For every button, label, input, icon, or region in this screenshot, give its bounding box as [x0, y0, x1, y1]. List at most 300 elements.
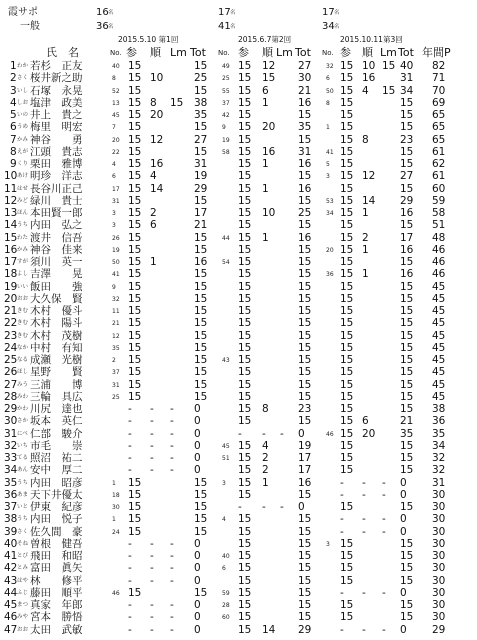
total-points: 15 [298, 390, 312, 403]
entry-number: 19 [222, 136, 230, 144]
name-reading: さか [17, 418, 29, 425]
participation-points: 15 [238, 488, 252, 501]
total-points: 15 [400, 390, 414, 403]
annual-points: 32 [432, 452, 446, 464]
participation-points: 15 [128, 84, 142, 97]
total-points: 15 [298, 219, 312, 232]
total-points: 15 [298, 415, 312, 428]
total-points: 15 [298, 366, 312, 379]
annual-points: 30 [432, 537, 446, 550]
entry-number: 11 [112, 308, 120, 315]
participation-points: 15 [340, 145, 354, 158]
total-points: 15 [400, 341, 414, 354]
total-points: 15 [194, 84, 208, 97]
annual-points: 60 [432, 182, 446, 195]
participation-points: 15 [238, 513, 252, 526]
participation-points: 15 [238, 599, 252, 611]
row-index: 22 [4, 317, 18, 330]
annual-points: 71 [432, 72, 446, 85]
participation-points: 15 [128, 256, 142, 268]
participation-points: 15 [340, 133, 354, 146]
total-points: 15 [298, 488, 312, 501]
participation-points: 15 [340, 378, 354, 391]
participation-points: - [128, 550, 132, 562]
total-points: 15 [298, 574, 312, 587]
rank-points: 10 [150, 72, 164, 85]
annual-points: 45 [432, 280, 446, 293]
summary-unit: 名 [230, 10, 236, 16]
participation-points: 15 [238, 305, 252, 317]
lm-points: - [382, 476, 386, 489]
entry-number: 28 [222, 602, 230, 609]
participation-points: 15 [238, 586, 252, 599]
total-points: 15 [400, 145, 414, 158]
participation-points: 15 [238, 378, 252, 391]
participation-points: 15 [340, 599, 354, 611]
total-points: 16 [400, 207, 414, 219]
table-row [0, 624, 477, 637]
participation-points: 15 [128, 305, 142, 317]
rank-points: - [150, 439, 154, 452]
participation-points: 15 [340, 427, 354, 440]
total-points: 15 [400, 256, 414, 268]
total-points: 15 [400, 182, 414, 195]
participant-name: 吉澤 晃 [30, 268, 83, 281]
entry-number: 32 [112, 295, 120, 303]
annual-points: 70 [432, 84, 446, 97]
participation-points: 15 [238, 390, 252, 403]
entry-number: 3 [326, 173, 330, 181]
participation-points: 15 [340, 550, 354, 562]
participant-name: 塩津 政美 [30, 96, 83, 109]
total-points: 15 [194, 145, 208, 158]
header-rank: 順 [150, 46, 161, 59]
entry-number: 40 [222, 553, 230, 560]
participation-points: 15 [128, 525, 142, 538]
participation-points: 15 [340, 109, 354, 121]
total-points: 15 [298, 305, 312, 317]
total-points: 15 [298, 243, 312, 256]
annual-points: 45 [432, 317, 446, 330]
participant-name: 梅里 明宏 [30, 121, 83, 134]
total-points: 16 [400, 268, 414, 281]
table-row [0, 293, 477, 306]
lm-points: - [382, 513, 386, 526]
annual-points: 36 [432, 415, 446, 428]
total-points: 15 [400, 158, 414, 170]
table-row [0, 232, 477, 245]
participant-name: 石塚 永晃 [30, 84, 83, 97]
annual-points: 45 [432, 329, 446, 342]
row-index: 21 [4, 305, 18, 317]
row-index: 35 [4, 476, 18, 489]
total-points: 16 [298, 231, 312, 244]
lm-points: - [170, 623, 174, 636]
rank-points: 20 [150, 109, 164, 121]
total-points: 17 [298, 452, 312, 464]
rank-points: - [150, 550, 154, 562]
row-index: 10 [4, 170, 18, 183]
lm-points: - [170, 550, 174, 562]
rank-points: - [150, 562, 154, 575]
total-points: 21 [194, 219, 208, 232]
participation-points: 15 [238, 611, 252, 624]
total-points: 31 [194, 158, 208, 170]
total-points: 35 [194, 109, 208, 121]
annual-points: 29 [432, 623, 446, 636]
rank-points: 1 [262, 96, 269, 109]
entry-number: 8 [326, 99, 330, 107]
participant-name: 内田 昭彦 [30, 476, 83, 489]
entry-number: 25 [112, 393, 120, 401]
header-no: No. [218, 49, 230, 57]
row-index: 1 [10, 60, 17, 72]
entry-number: 3 [112, 222, 116, 230]
total-points: 21 [400, 415, 414, 428]
lm-points: - [170, 537, 174, 550]
total-points: 15 [298, 354, 312, 366]
participant-name: 成瀬 光樹 [30, 354, 83, 366]
event-title-1: 2015.5.10 第1回 [118, 35, 179, 44]
total-points: 31 [400, 72, 414, 85]
lm-points: - [280, 501, 284, 513]
total-points: 15 [298, 378, 312, 391]
rank-points: - [150, 452, 154, 464]
participation-points: 15 [238, 231, 252, 244]
row-index: 28 [4, 390, 18, 403]
entry-number: 32 [326, 63, 334, 70]
participation-points: - [238, 427, 242, 440]
annual-points: 46 [432, 268, 446, 281]
total-points: 15 [298, 280, 312, 293]
participation-points: 15 [238, 452, 252, 464]
table-row [0, 170, 477, 183]
rank-points: - [150, 537, 154, 550]
participant-name: 江頭 貴志 [30, 145, 83, 158]
total-points: 16 [298, 182, 312, 195]
entry-number: 12 [112, 332, 120, 340]
rank-points: 16 [150, 158, 164, 170]
total-points: 0 [194, 415, 201, 428]
entry-number: 34 [326, 210, 334, 217]
name-reading: いの [17, 112, 29, 118]
header-part: 参 [126, 46, 137, 59]
rank-points: 8 [362, 133, 369, 146]
rank-points: 6 [362, 415, 369, 428]
total-points: 0 [194, 623, 201, 636]
participant-name: 中村 有知 [30, 341, 83, 354]
row-index: 37 [4, 501, 18, 513]
participation-points: 15 [238, 256, 252, 268]
participation-points: 15 [128, 133, 142, 146]
total-points: 15 [298, 550, 312, 562]
participant-name: 佐久間 豪 [30, 525, 83, 538]
entry-number: 17 [112, 185, 120, 193]
entry-number: 49 [222, 63, 230, 70]
name-reading: ふじ [17, 589, 29, 596]
participation-points: 15 [128, 158, 142, 170]
name-reading: あけ [17, 173, 29, 180]
participation-points: 15 [128, 109, 142, 121]
participation-points: 15 [238, 207, 252, 219]
lm-points: - [170, 599, 174, 611]
total-points: 0 [400, 476, 407, 489]
total-points: 16 [298, 476, 312, 489]
entry-number: 13 [112, 99, 120, 107]
participation-points: 15 [238, 133, 252, 146]
table-row [0, 538, 477, 551]
participant-name: 太田 武敏 [30, 623, 83, 636]
row-index: 5 [10, 109, 17, 121]
participation-points: 15 [340, 305, 354, 317]
participation-points: 15 [340, 194, 354, 207]
participant-name: 内田 弘之 [30, 219, 83, 232]
participation-points: 15 [128, 121, 142, 134]
total-points: 27 [298, 60, 312, 72]
row-index: 3 [10, 84, 17, 97]
annual-points: 45 [432, 305, 446, 317]
entry-number: 30 [112, 504, 120, 511]
total-points: 15 [194, 60, 208, 72]
participation-points: 15 [238, 219, 252, 232]
entry-number: 41 [112, 271, 120, 279]
name-reading: そね [17, 540, 29, 547]
participation-points: 15 [238, 194, 252, 207]
total-points: 15 [194, 329, 208, 342]
participation-points: 15 [238, 292, 252, 305]
total-points: 0 [298, 501, 305, 513]
summary-count: 41 [218, 21, 231, 32]
rank-points: 10 [362, 60, 376, 72]
name-reading: とみ [17, 565, 29, 572]
name-reading: てる [17, 455, 29, 461]
name-reading: きむ [17, 332, 29, 339]
lm-points: 15 [382, 84, 396, 97]
participation-points: 15 [238, 317, 252, 330]
table-row [0, 72, 477, 85]
entry-number: 31 [112, 197, 120, 205]
annual-points: 46 [432, 243, 446, 256]
rank-points: 6 [150, 219, 157, 232]
table-row [0, 366, 477, 379]
row-index: 33 [4, 452, 18, 464]
rank-points: 16 [362, 72, 376, 85]
entry-number: 58 [222, 148, 230, 156]
total-points: 15 [194, 366, 208, 379]
rank-points: - [150, 574, 154, 587]
participation-points: 15 [340, 390, 354, 403]
total-points: 15 [298, 599, 312, 611]
table-row [0, 489, 477, 502]
participation-points: 15 [340, 501, 354, 513]
participant-name: 曽根 健吾 [30, 537, 83, 550]
participation-points: 15 [340, 231, 354, 244]
participation-points: 15 [128, 586, 142, 599]
total-points: 15 [194, 305, 208, 317]
participation-points: 15 [340, 60, 354, 72]
total-points: 15 [194, 525, 208, 538]
entry-number: 21 [112, 320, 120, 328]
rank-points: 6 [262, 84, 269, 97]
name-reading: さく [17, 75, 29, 82]
table-row [0, 440, 477, 453]
name-reading: みど [17, 197, 29, 204]
participation-points: 15 [340, 329, 354, 342]
participation-points: - [128, 427, 132, 440]
participation-points: 15 [340, 182, 354, 195]
participant-name: 宮本 勝悟 [30, 611, 83, 624]
rank-points: 20 [262, 121, 276, 134]
participant-name: 桜井新之助 [30, 72, 83, 85]
entry-number: 43 [222, 357, 230, 364]
participant-name: 木村 陽斗 [30, 317, 83, 330]
total-points: 15 [400, 501, 414, 513]
total-points: 0 [194, 403, 201, 415]
total-points: 15 [400, 366, 414, 379]
name-reading: みや [17, 614, 29, 621]
row-index: 26 [4, 366, 18, 379]
row-index: 44 [4, 586, 18, 599]
table-row [0, 513, 477, 526]
lm-points: - [170, 427, 174, 440]
total-points: 15 [194, 586, 208, 599]
participant-name: 栗田 雅博 [30, 158, 83, 170]
annual-points: 31 [432, 476, 446, 489]
annual-points: 30 [432, 501, 446, 513]
total-points: 38 [194, 96, 208, 109]
table-row [0, 85, 477, 98]
participation-points: 15 [340, 268, 354, 281]
total-points: 16 [298, 96, 312, 109]
total-points: 0 [400, 488, 407, 501]
total-points: 15 [194, 488, 208, 501]
rank-points: 1 [262, 158, 269, 170]
table-row [0, 391, 477, 404]
annual-points: 69 [432, 96, 446, 109]
participation-points: 15 [128, 341, 142, 354]
participant-name: 天下井優太 [30, 488, 83, 501]
participation-points: 15 [340, 84, 354, 97]
row-index: 46 [4, 611, 18, 624]
participation-points: 15 [128, 72, 142, 85]
row-index: 40 [4, 537, 18, 550]
participation-points: 15 [340, 439, 354, 452]
event-title-3: 2015.10.11第3回 [340, 35, 403, 44]
annual-points: 30 [432, 599, 446, 611]
row-index: 17 [4, 256, 18, 268]
participation-points: 15 [340, 292, 354, 305]
entry-number: 36 [326, 271, 334, 279]
name-reading: うち [17, 516, 29, 523]
participation-points: 15 [238, 158, 252, 170]
annual-points: 58 [432, 207, 446, 219]
total-points: 15 [298, 317, 312, 330]
name-reading: ほん [17, 210, 29, 216]
name-reading: よし [17, 271, 29, 278]
name-reading: いし [17, 87, 29, 94]
participation-points: 15 [238, 60, 252, 72]
row-index: 23 [4, 329, 18, 342]
participation-points: 15 [238, 243, 252, 256]
summary-unit: 名 [334, 24, 340, 30]
participation-points: 15 [238, 537, 252, 550]
total-points: 19 [194, 170, 208, 183]
participation-points: 15 [128, 317, 142, 330]
header-rank: 順 [262, 46, 273, 59]
participation-points: 15 [238, 574, 252, 587]
row-index: 19 [4, 280, 18, 293]
rank-points: 4 [262, 439, 269, 452]
total-points: 15 [194, 194, 208, 207]
row-index: 16 [4, 243, 18, 256]
total-points: 15 [298, 562, 312, 575]
name-reading: なる [17, 357, 29, 363]
entry-number: 46 [326, 430, 334, 438]
participant-name: 木村 茂樹 [30, 329, 83, 342]
participation-points: 15 [340, 256, 354, 268]
participation-points: - [340, 513, 344, 526]
participation-points: 15 [128, 366, 142, 379]
table-row [0, 526, 477, 539]
row-index: 7 [10, 133, 17, 146]
total-points: 15 [298, 586, 312, 599]
participation-points: 15 [340, 403, 354, 415]
rank-points: - [362, 476, 366, 489]
row-index: 43 [4, 574, 18, 587]
summary-count: 16 [96, 7, 109, 18]
name-reading: きむ [17, 320, 29, 327]
entry-number: 50 [112, 259, 120, 266]
rank-points: 12 [262, 60, 276, 72]
rank-points: - [150, 623, 154, 636]
total-points: 29 [298, 623, 312, 636]
total-points: 15 [194, 121, 208, 134]
table-row [0, 281, 477, 294]
participation-points: 15 [128, 501, 142, 513]
total-points: 15 [298, 611, 312, 624]
participant-name: 長谷川正己 [30, 182, 83, 195]
name-reading: みわ [17, 393, 29, 400]
participant-name: 本田賢一郎 [30, 207, 83, 219]
total-points: 23 [298, 403, 312, 415]
annual-points: 45 [432, 341, 446, 354]
lm-points: - [170, 452, 174, 464]
participation-points: 15 [238, 96, 252, 109]
annual-points: 65 [432, 133, 446, 146]
header-tot: Tot [295, 46, 311, 59]
lm-points: - [170, 415, 174, 428]
rank-points: 10 [262, 207, 276, 219]
rank-points: 12 [150, 133, 164, 146]
participation-points: 15 [128, 488, 142, 501]
annual-points: 30 [432, 586, 446, 599]
total-points: 17 [194, 207, 208, 219]
annual-points: 62 [432, 158, 446, 170]
rank-points: 14 [362, 194, 376, 207]
table-row [0, 97, 477, 110]
participation-points: 15 [238, 525, 252, 538]
row-index: 9 [10, 158, 17, 170]
rank-points: 1 [362, 243, 369, 256]
rank-points: 2 [262, 452, 269, 464]
participation-points: 15 [128, 145, 142, 158]
participation-points: 15 [238, 268, 252, 281]
entry-number: 35 [112, 344, 120, 352]
rank-points: - [150, 611, 154, 624]
annual-points: 46 [432, 256, 446, 268]
participant-name: 安中 厚二 [30, 464, 83, 477]
annual-points: 48 [432, 231, 446, 244]
